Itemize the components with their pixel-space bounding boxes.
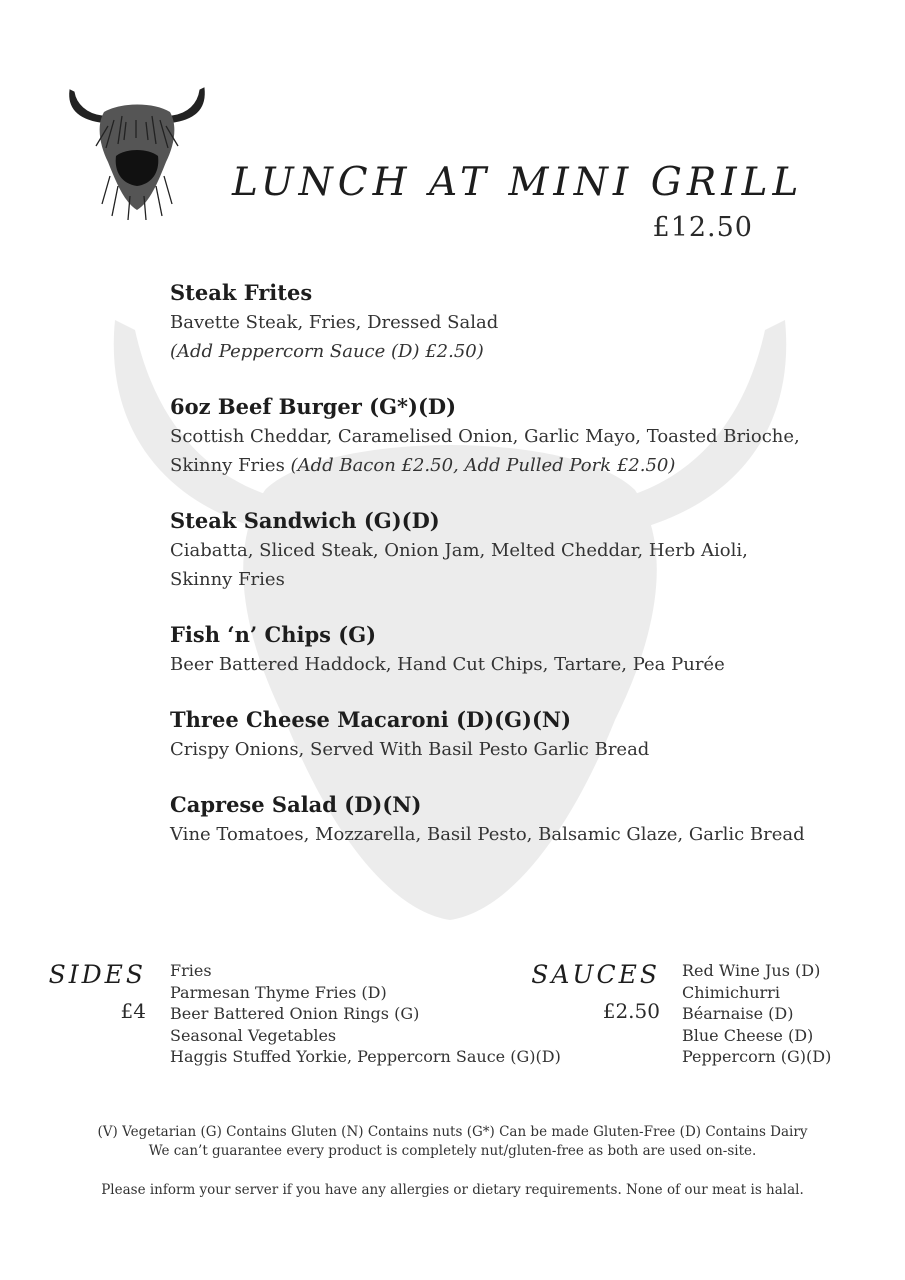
sides-price: £4: [120, 999, 146, 1023]
item-name: Caprese Salad (D)(N): [170, 792, 422, 817]
item-description-cont: Skinny Fries: [170, 455, 291, 476]
menu-item: [170, 506, 820, 594]
list-item: Beer Battered Onion Rings (G): [170, 1004, 420, 1023]
item-name: Fish ‘n’ Chips (G): [170, 622, 377, 647]
item-name: 6oz Beef Burger (G*)(D): [170, 394, 457, 419]
item-name: Steak Frites: [170, 280, 313, 305]
menu-item: [170, 705, 820, 764]
dietary-legend: (V) Vegetarian (G) Contains Gluten (N) Contains nuts (G*) Can be made Gluten-Free (D) Contains Dairy: [97, 1124, 808, 1140]
list-item: Parmesan Thyme Fries (D): [170, 982, 387, 1002]
disclaimer: We can’t guarantee every product is completely nut/gluten-free as both are used on-site.: [148, 1143, 757, 1159]
list-item: Chimichurri: [682, 982, 780, 1002]
sides-list: [170, 960, 561, 1068]
list-item: Haggis Stuffed Yorkie, Peppercorn Sauce (G)(D): [170, 1047, 561, 1066]
item-description: Vine Tomatoes, Mozzarella, Basil Pesto, Balsamic Glaze, Garlic Bread: [170, 824, 805, 845]
sauces-heading: SAUCES: [531, 960, 660, 989]
item-note: (Add Bacon £2.50, Add Pulled Pork £2.50): [290, 455, 676, 476]
list-item: Fries: [170, 961, 212, 980]
list-item: Blue Cheese (D): [682, 1025, 814, 1045]
menu-item: [170, 620, 820, 679]
item-description-line2: [170, 451, 820, 480]
item-description: Beer Battered Haddock, Hand Cut Chips, Tartare, Pea Purée: [170, 654, 725, 675]
sauces-heading-block: [530, 960, 660, 1023]
sauces-price: £2.50: [602, 999, 660, 1023]
menu-price: £12.50: [652, 212, 753, 243]
item-description: Ciabatta, Sliced Steak, Onion Jam, Melted Cheddar, Herb Aioli,: [170, 540, 748, 561]
sauces-list: [682, 960, 831, 1068]
list-item: Peppercorn (G)(D): [682, 1047, 832, 1066]
list-item: Seasonal Vegetables: [170, 1025, 337, 1045]
item-name: Steak Sandwich (G)(D): [170, 508, 440, 533]
sides-heading: SIDES: [48, 960, 146, 989]
list-item: Béarnaise (D): [682, 1004, 794, 1023]
menu-title: LUNCH AT MINI GRILL: [232, 160, 804, 205]
sides-heading-block: [40, 960, 146, 1023]
item-description: Crispy Onions, Served With Basil Pesto Garlic Bread: [170, 739, 650, 760]
menu-item: [170, 278, 820, 366]
item-note: (Add Peppercorn Sauce (D) £2.50): [170, 341, 484, 362]
dietary-legend-block: [40, 1123, 865, 1161]
list-item: Red Wine Jus (D): [682, 961, 821, 980]
item-description: Scottish Cheddar, Caramelised Onion, Garlic Mayo, Toasted Brioche,: [170, 426, 800, 447]
menu-item: [170, 392, 820, 480]
item-description: Bavette Steak, Fries, Dressed Salad: [170, 312, 499, 333]
highland-cow-icon: [66, 86, 208, 222]
item-name: Three Cheese Macaroni (D)(G)(N): [170, 707, 572, 732]
item-description-cont: Skinny Fries: [170, 569, 285, 590]
menu-item: [170, 790, 820, 849]
menu-items: [170, 278, 820, 875]
allergy-notice: Please inform your server if you have any allergies or dietary requirements. None of our meat is halal.: [101, 1182, 804, 1198]
